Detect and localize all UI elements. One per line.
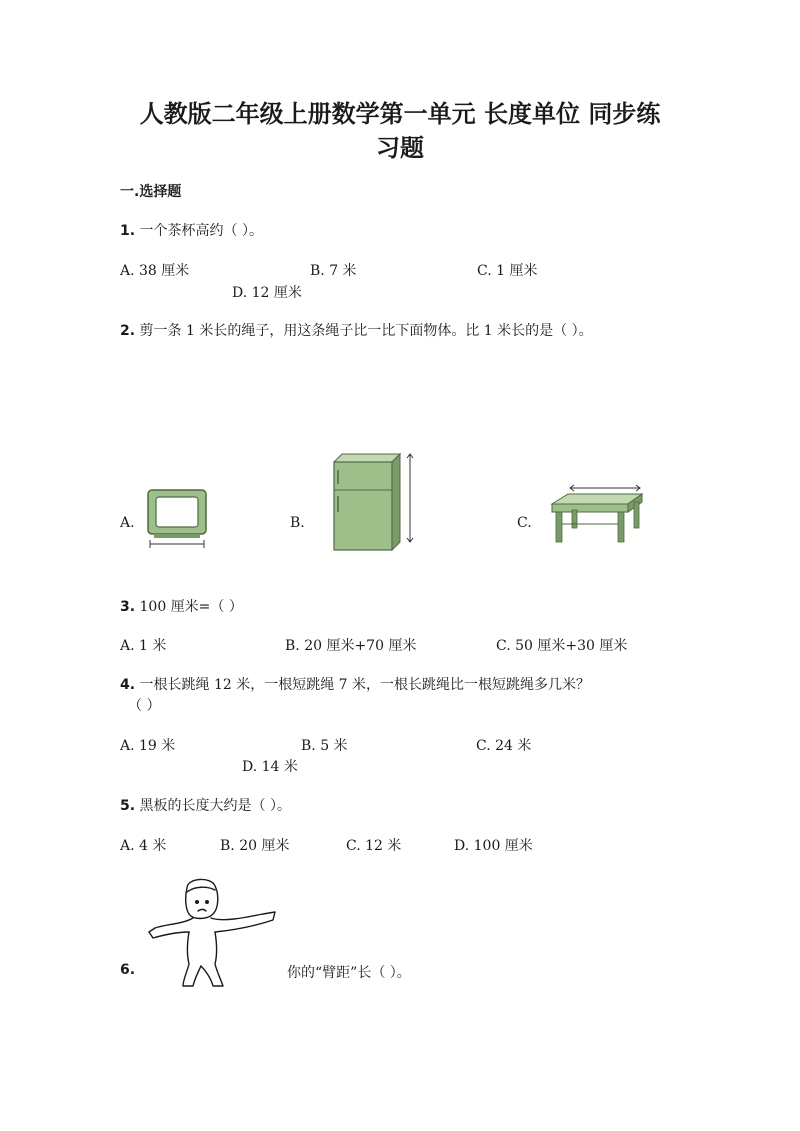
question-6-number: [120, 962, 135, 978]
option-a[interactable]: A.: [120, 515, 135, 531]
question-3: [120, 596, 243, 616]
option-a[interactable]: A. 38 厘米: [120, 263, 190, 279]
question-4: [120, 674, 590, 694]
question-text: 剪一条 1 米长的绳子，用这条绳子比一比下面物体。比 1 米长的是（ ）。: [139, 323, 593, 339]
question-number: 6.: [120, 962, 136, 978]
option-c[interactable]: C.: [517, 515, 532, 531]
refrigerator-image: [326, 452, 420, 554]
question-5: [120, 795, 291, 815]
question-6-text: 你的“臂距”长（ ）。: [287, 965, 411, 981]
option-c[interactable]: C. 12 米: [346, 838, 402, 854]
section-heading: 一.选择题: [120, 184, 182, 200]
tv-image: [142, 488, 212, 550]
table-image: [548, 484, 644, 546]
option-b[interactable]: B. 7 米: [310, 263, 357, 279]
question-text: 一个茶杯高约（ ）。: [139, 223, 263, 239]
question-1: [120, 220, 263, 240]
question-number: 4.: [120, 677, 136, 693]
option-d[interactable]: D. 100 厘米: [454, 838, 533, 854]
child-arms-image: [143, 874, 281, 992]
question-number: 1.: [120, 223, 136, 239]
option-b[interactable]: B.: [290, 515, 305, 531]
option-b[interactable]: B. 20 厘米+70 厘米: [285, 638, 417, 654]
option-c[interactable]: C. 1 厘米: [477, 263, 538, 279]
option-a[interactable]: A. 19 米: [120, 738, 176, 754]
question-text: 黑板的长度大约是（ ）。: [139, 798, 291, 814]
option-d[interactable]: D. 14 米: [242, 759, 298, 775]
option-a[interactable]: A. 4 米: [120, 838, 167, 854]
question-text: 100 厘米=（ ）: [139, 599, 243, 615]
option-c[interactable]: C. 50 厘米+30 厘米: [496, 638, 628, 654]
option-c[interactable]: C. 24 米: [476, 738, 532, 754]
question-number: 5.: [120, 798, 136, 814]
page-title-line2: 习题: [376, 134, 424, 162]
option-b[interactable]: B. 20 厘米: [220, 838, 290, 854]
question-4-blank: （ ）: [128, 698, 161, 714]
option-a[interactable]: A. 1 米: [120, 638, 167, 654]
option-d[interactable]: D. 12 厘米: [232, 285, 302, 301]
question-text: 一根长跳绳 12 米，一根短跳绳 7 米，一根长跳绳比一根短跳绳多几米？: [139, 677, 591, 693]
page-title-line1: 人教版二年级上册数学第一单元 长度单位 同步练: [139, 100, 661, 128]
question-2: [120, 320, 593, 340]
question-number: 2.: [120, 323, 136, 339]
option-b[interactable]: B. 5 米: [301, 738, 348, 754]
question-number: 3.: [120, 599, 136, 615]
